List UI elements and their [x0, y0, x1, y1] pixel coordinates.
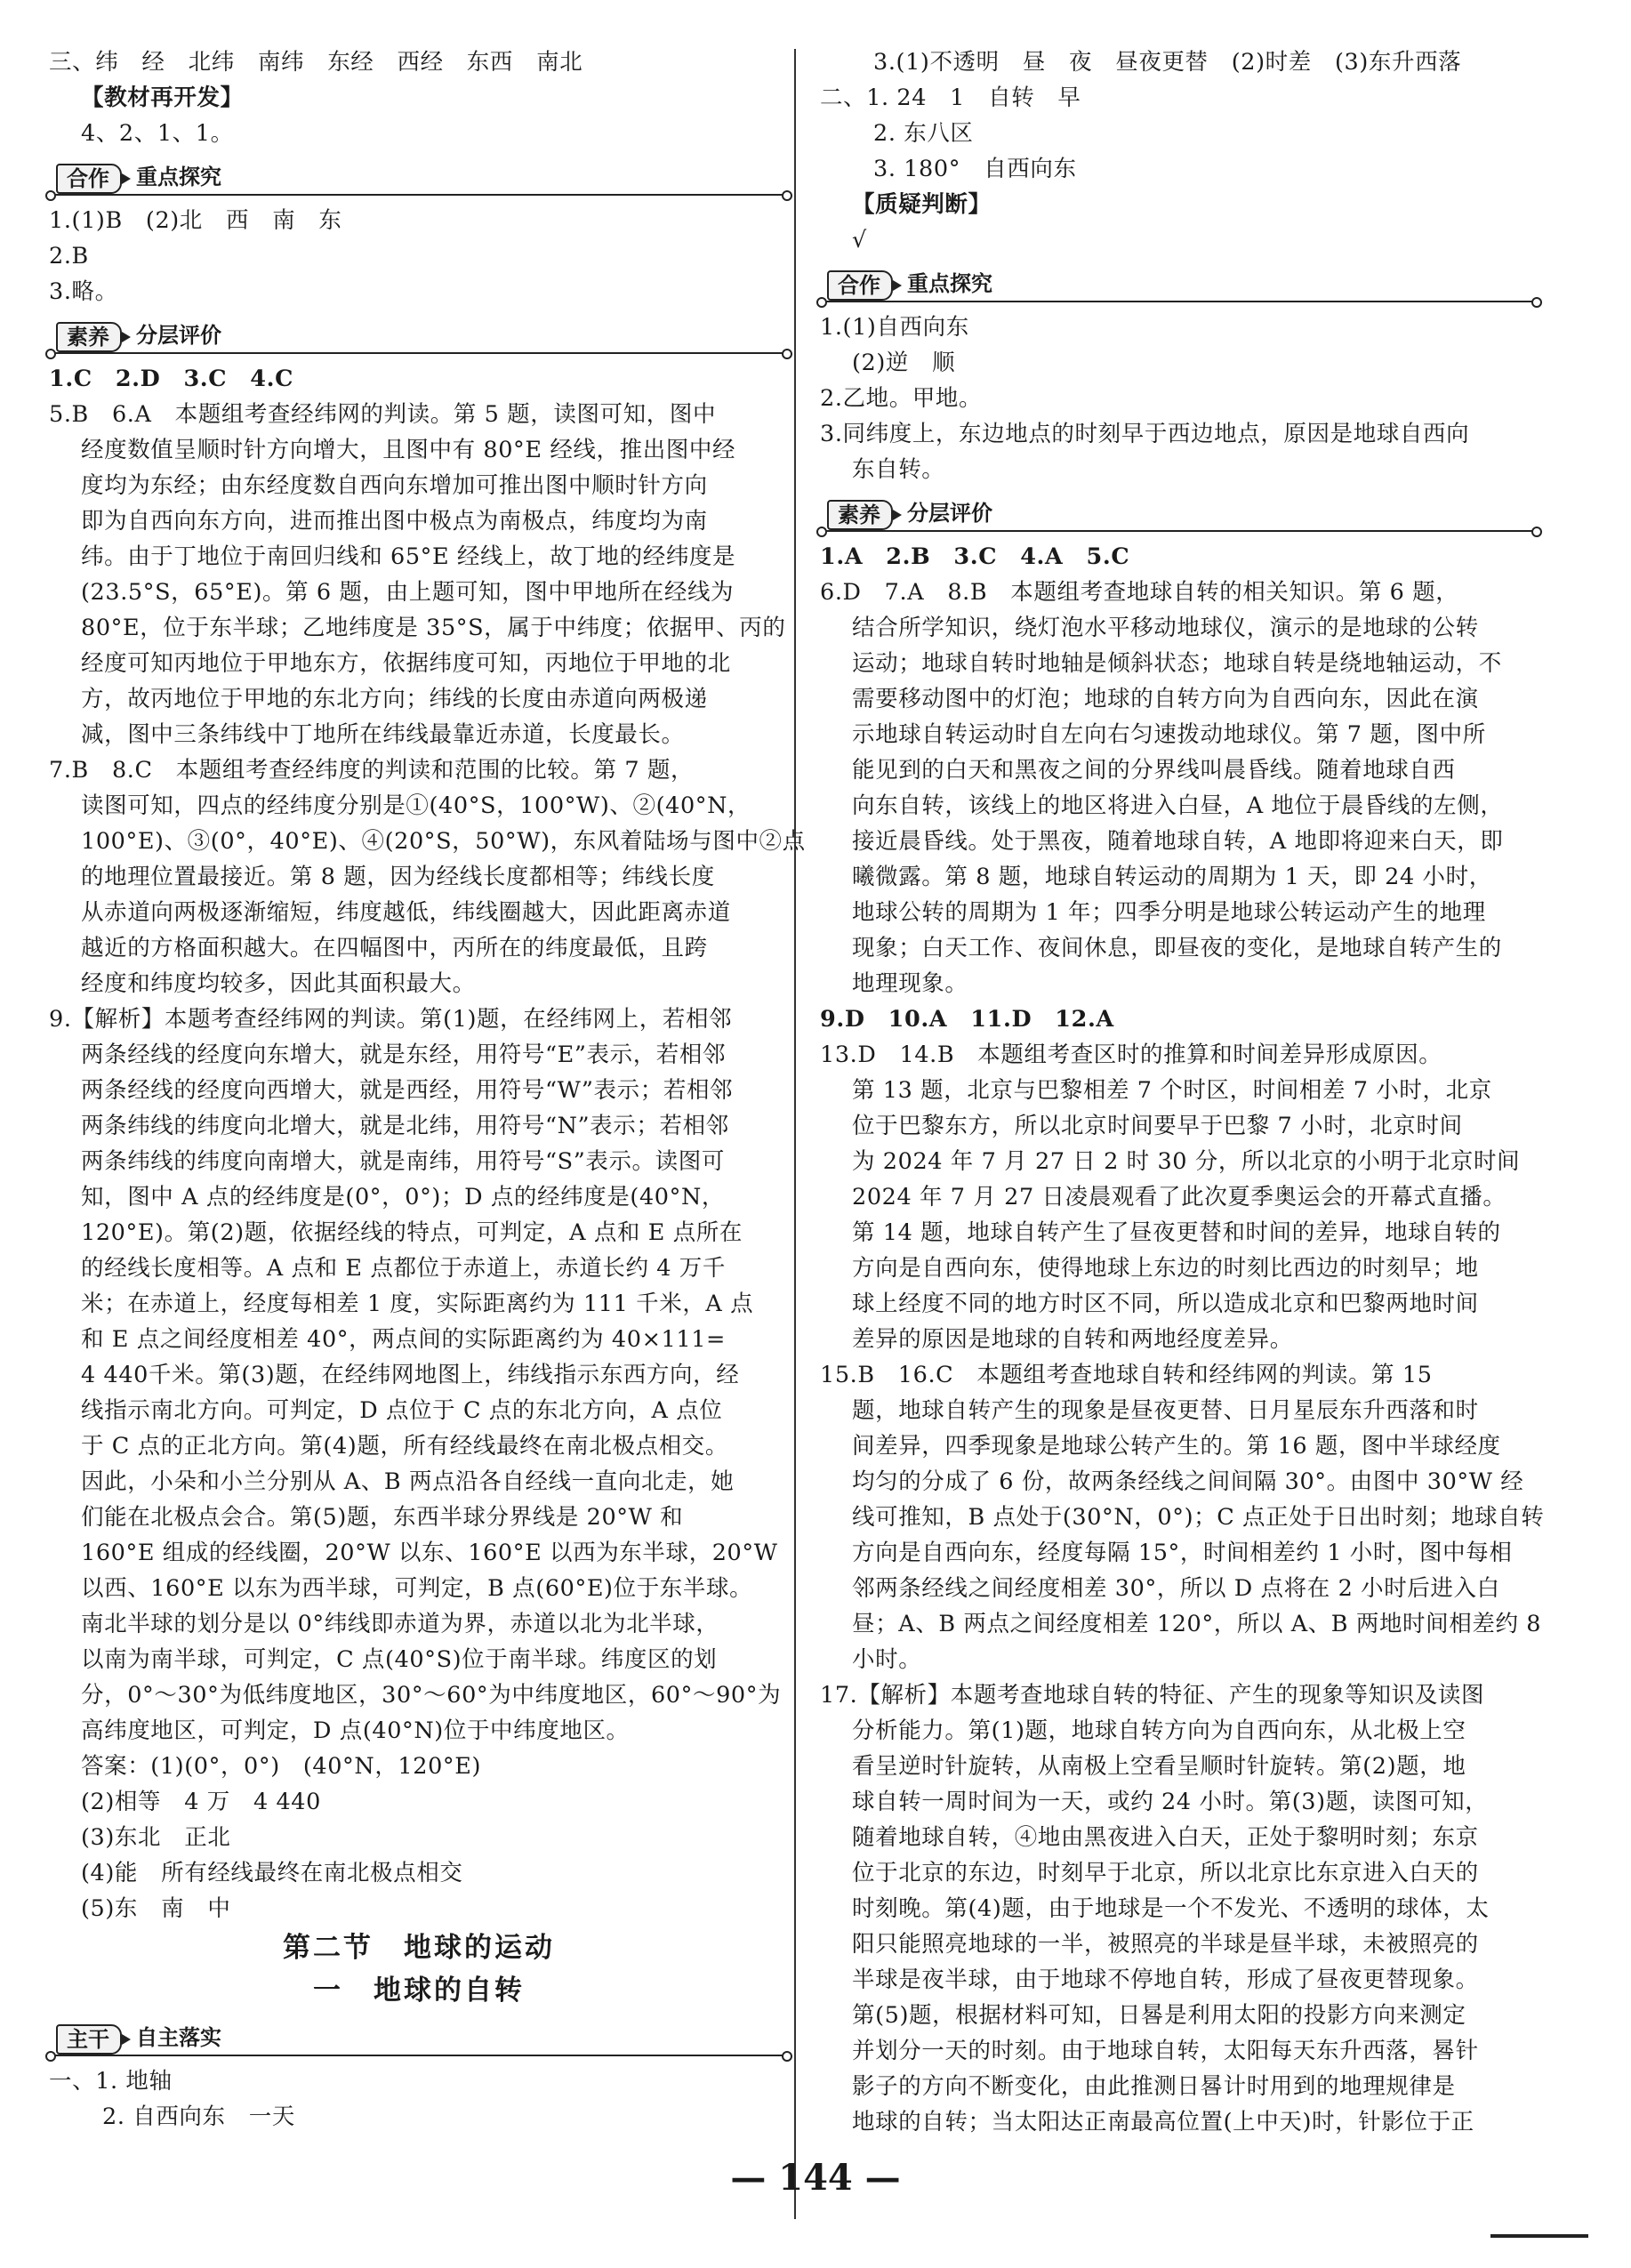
- answer-line: 160°E 组成的经线圈，20°W 以东、160°E 以西为东半球，20°W: [81, 1540, 778, 1566]
- answer-line: 7.B 8.C 本题组考查经纬度的判读和范围的比较。第 7 题，: [49, 757, 695, 784]
- subheading: 【教材再开发】: [81, 84, 244, 111]
- answer-line: 于 C 点的正北方向。第(4)题，所有经线最终在南北极点相交。: [81, 1433, 728, 1460]
- answer-line: 地理现象。: [852, 970, 968, 997]
- answer-line: 随着地球自转，④地由黑夜进入白天，正处于黎明时刻；东京: [852, 1824, 1479, 1851]
- answer-line: 小时。: [852, 1646, 922, 1673]
- right-column: [820, 44, 1545, 2140]
- answer-line: 答案：(1)(0°，0°) (40°N，120°E): [81, 1753, 482, 1780]
- answer-line: 经度数值呈顺时针方向增大，且图中有 80°E 经线，推出图中经: [81, 437, 736, 463]
- answer-line: 4、2、1、1。: [81, 120, 234, 147]
- answer-line: 现象；白天工作、夜间休息，即昼夜的变化，是地球自转产生的: [852, 935, 1502, 961]
- answer-line: 两条经线的经度向东增大，就是东经，用符号“E”表示，若相邻: [81, 1042, 727, 1068]
- answer-line: 3.略。: [49, 278, 118, 305]
- left-column: [49, 44, 806, 2135]
- answer-line: 示地球自转运动时自左向右匀速拨动地球仪。第 7 题，图中所: [852, 721, 1486, 748]
- answer-line: 分，0°～30°为低纬度地区，30°～60°为中纬度地区，60°～90°为: [81, 1682, 782, 1709]
- answer-line: 越近的方格面积越大。在四幅图中，丙所在的纬度最低，且跨: [81, 935, 708, 961]
- answer-line: 需要移动图中的灯泡；地球的自转方向为自西向东，因此在演: [852, 686, 1479, 712]
- answer-line: 线可推知，B 点处于(30°N，0°)；C 点正处于日出时刻；地球自转: [852, 1504, 1545, 1531]
- answer-line: 100°E)、③(0°，40°E)、④(20°S，50°W)，东风着陆场与图中②点: [81, 828, 806, 855]
- section-banner: [820, 496, 1539, 534]
- answer-line: 1.A 2.B 3.C 4.A 5.C: [820, 543, 1130, 570]
- answer-line: 方，故丙地位于甲地的东北方向；纬线的长度由赤道向两极递: [81, 686, 708, 712]
- answer-line: 知，图中 A 点的经纬度是(0°，0°)；D 点的经纬度是(40°N，: [81, 1184, 725, 1210]
- answer-line: 能见到的白天和黑夜之间的分界线叫晨昏线。随着地球自西: [852, 757, 1456, 784]
- answer-line: 高纬度地区，可判定，D 点(40°N)位于中纬度地区。: [81, 1717, 630, 1744]
- answer-line: 的地理位置最接近。第 8 题，因为经线长度都相等；纬线长度: [81, 864, 715, 890]
- answer-line: 球自转一周时间为一天，或约 24 小时。第(3)题，读图可知，: [852, 1789, 1489, 1815]
- answer-line: 3.同纬度上，东边地点的时刻早于西边地点，原因是地球自西向: [820, 421, 1470, 447]
- answer-line: 分析能力。第(1)题，地球自转方向为自西向东，从北极上空: [852, 1717, 1466, 1744]
- answer-line: 三、纬 经 北纬 南纬 东经 西经 东西 南北: [49, 49, 583, 76]
- answer-line: 间差异，四季现象是地球公转产生的。第 16 题，图中半球经度: [852, 1433, 1501, 1460]
- answer-line: 位于北京的东边，时刻早于北京，所以北京比东京进入白天的: [852, 1860, 1479, 1886]
- answer-line: 结合所学知识，绕灯泡水平移动地球仪，演示的是地球的公转: [852, 615, 1479, 641]
- banner-label: 自主落实: [136, 2025, 221, 2050]
- answer-line: 影子的方向不断变化，由此推测日晷计时用到的地理规律是: [852, 2073, 1456, 2100]
- answer-line: (3)东北 正北: [81, 1824, 231, 1851]
- answer-line: 接近晨昏线。处于黑夜，随着地球自转，A 地即将迎来白天，即: [852, 828, 1504, 855]
- answer-line: 一、1. 地轴: [49, 2068, 173, 2095]
- page-number: — 144 —: [730, 2157, 901, 2199]
- answer-line: 2.乙地。甲地。: [820, 385, 983, 412]
- answer-line: 第 14 题，地球自转产生了昼夜更替和时间的差异，地球自转的: [852, 1219, 1501, 1246]
- answer-line: 1.C 2.D 3.C 4.C: [49, 366, 293, 392]
- section-banner: [49, 318, 789, 356]
- section-banner: [49, 2021, 789, 2058]
- answer-line: √: [852, 227, 867, 253]
- answer-line: 第(5)题，根据材料可知，日晷是利用太阳的投影方向来测定: [852, 2002, 1466, 2029]
- answer-line: 地球的自转；当太阳达正南最高位置(上中天)时，针影位于正: [852, 2109, 1474, 2135]
- answer-line: 并划分一天的时刻。由于地球自转，太阳每天东升西落，晷针: [852, 2038, 1479, 2064]
- answer-line: 1.(1)自西向东: [820, 314, 969, 341]
- answer-line: 东自转。: [852, 456, 945, 483]
- answer-line: 从赤道向两极逐渐缩短，纬度越低，纬线圈越大，因此距离赤道: [81, 899, 731, 926]
- answer-line: 邻两条经线之间经度相差 30°，所以 D 点将在 2 小时后进入白: [852, 1575, 1500, 1602]
- answer-line: 昼；A、B 两点之间经度相差 120°，所以 A、B 两地时间相差约 8: [852, 1611, 1542, 1637]
- answer-line: 二、1. 24 1 自转 早: [820, 84, 1081, 111]
- answer-line: 半球是夜半球，由于地球不停地自转，形成了昼夜更替现象。: [852, 1966, 1479, 1993]
- answer-line: 2. 自西向东 一天: [102, 2103, 295, 2130]
- answer-line: 为 2024 年 7 月 27 日 2 时 30 分，所以北京的小明于北京时间: [852, 1148, 1521, 1175]
- answer-line: 南北半球的划分是以 0°纬线即赤道为界，赤道以北为北半球，: [81, 1611, 719, 1637]
- banner-tag: 主干: [56, 2024, 122, 2055]
- banner-label: 分层评价: [136, 323, 221, 348]
- answer-line: 们能在北极点会合。第(5)题，东西半球分界线是 20°W 和: [81, 1504, 684, 1531]
- banner-tag: 合作: [56, 164, 122, 194]
- answer-line: 9.D 10.A 11.D 12.A: [820, 1006, 1114, 1033]
- answer-line: 运动；地球自转时地轴是倾斜状态；地球自转是绕地轴运动，不: [852, 650, 1502, 677]
- answer-line: 阳只能照亮地球的一半，被照亮的半球是昼半球，未被照亮的: [852, 1931, 1479, 1958]
- banner-rule: [49, 2055, 789, 2056]
- answer-line: 两条经线的经度向西增大，就是西经，用符号“W”表示；若相邻: [81, 1077, 734, 1104]
- answer-line: 17.【解析】本题考查地球自转的特征、产生的现象等知识及读图: [820, 1682, 1485, 1709]
- answer-line: 80°E，位于东半球；乙地纬度是 35°S，属于中纬度；依据甲、丙的: [81, 615, 786, 641]
- section-banner: [49, 160, 789, 197]
- answer-line: (4)能 所有经线最终在南北极点相交: [81, 1860, 463, 1886]
- answer-line: 3. 180° 自西向东: [873, 156, 1077, 182]
- banner-label: 分层评价: [907, 501, 992, 526]
- answer-line: 5.B 6.A 本题组考查经纬网的判读。第 5 题，读图可知，图中: [49, 401, 717, 428]
- answer-line: 球上经度不同的地方时区不同，所以造成北京和巴黎两地时间: [852, 1291, 1479, 1317]
- answer-line: 差异的原因是地球的自转和两地经度差异。: [852, 1326, 1293, 1353]
- answer-line: 两条纬线的纬度向南增大，就是南纬，用符号“S”表示。读图可: [81, 1148, 725, 1175]
- answer-line: 2024 年 7 月 27 日凌晨观看了此次夏季奥运会的开幕式直播。: [852, 1184, 1506, 1210]
- answer-line: 第 13 题，北京与巴黎相差 7 个时区，时间相差 7 小时，北京: [852, 1077, 1492, 1104]
- answer-line: (2)相等 4 万 4 440: [81, 1789, 321, 1815]
- banner-rule: [49, 194, 789, 196]
- subheading: 【质疑判断】: [852, 191, 992, 218]
- answer-line: 均匀的分成了 6 份，故两条经线之间间隔 30°。由图中 30°W 经: [852, 1468, 1524, 1495]
- banner-rule: [820, 530, 1539, 532]
- answer-line: (5)东 南 中: [81, 1895, 231, 1922]
- answer-line: 和 E 点之间经度相差 40°，两点间的实际距离约为 40×111=: [81, 1326, 726, 1353]
- answer-line: 题，地球自转产生的现象是昼夜更替、日月星辰东升西落和时: [852, 1397, 1479, 1424]
- answer-line: 120°E)。第(2)题，依据经线的特点，可判定，A 点和 E 点所在: [81, 1219, 743, 1246]
- answer-line: 9.【解析】本题考查经纬网的判读。第(1)题，在经纬网上，若相邻: [49, 1006, 733, 1033]
- answer-line: 2.B: [49, 243, 89, 269]
- answer-line: 6.D 7.A 8.B 本题组考查地球自转的相关知识。第 6 题，: [820, 579, 1459, 606]
- answer-line: 2. 东八区: [873, 120, 974, 147]
- section-subtitle: 一 地球的自转: [313, 1974, 525, 2007]
- answer-line: (23.5°S，65°E)。第 6 题，由上题可知，图中甲地所在经线为: [81, 579, 735, 606]
- answer-line: 的经线长度相等。A 点和 E 点都位于赤道上，赤道长约 4 万千: [81, 1255, 726, 1282]
- section-title: 第二节 地球的运动: [283, 1932, 555, 1964]
- answer-line: 看呈逆时针旋转，从南极上空看呈顺时针旋转。第(2)题，地: [852, 1753, 1466, 1780]
- answer-line: 纬。由于丁地位于南回归线和 65°E 经线上，故丁地的经纬度是: [81, 543, 736, 570]
- answer-line: 度均为东经；由东经度数自西向东增加可推出图中顺时针方向: [81, 472, 708, 499]
- answer-line: 地球公转的周期为 1 年；四季分明是地球公转运动产生的地理: [852, 899, 1486, 926]
- answer-line: 以西、160°E 以东为西半球，可判定，B 点(60°E)位于东半球。: [81, 1575, 753, 1602]
- banner-tag: 素养: [827, 500, 893, 530]
- section-banner: [820, 267, 1539, 304]
- answer-line: 因此，小朵和小兰分别从 A、B 两点沿各自经线一直向北走，她: [81, 1468, 735, 1495]
- answer-line: 两条纬线的纬度向北增大，就是北纬，用符号“N”表示；若相邻: [81, 1113, 729, 1139]
- answer-line: 曦微露。第 8 题，地球自转运动的周期为 1 天，即 24 小时，: [852, 864, 1492, 890]
- answer-line: 4 440千米。第(3)题，在经纬网地图上，纬线指示东西方向，经: [81, 1362, 740, 1388]
- answer-line: 位于巴黎东方，所以北京时间要早于巴黎 7 小时，北京时间: [852, 1113, 1463, 1139]
- answer-line: 线指示南北方向。可判定，D 点位于 C 点的东北方向，A 点位: [81, 1397, 723, 1424]
- answer-line: 1.(1)B (2)北 西 南 东: [49, 207, 342, 234]
- answer-line: 方向是自西向东，经度每隔 15°，时间相差约 1 小时，图中每相: [852, 1540, 1513, 1566]
- answer-line: 15.B 16.C 本题组考查地球自转和经纬网的判读。第 15: [820, 1362, 1433, 1388]
- answer-line: 以南为南半球，可判定，C 点(40°S)位于南半球。纬度区的划: [81, 1646, 718, 1673]
- answer-line: 向东自转，该线上的地区将进入白昼，A 地位于晨昏线的左侧，: [852, 792, 1504, 819]
- banner-label: 重点探究: [136, 165, 221, 189]
- answer-line: 3.(1)不透明 昼 夜 昼夜更替 (2)时差 (3)东升西落: [873, 49, 1462, 76]
- banner-rule: [820, 301, 1539, 302]
- answer-line: 读图可知，四点的经纬度分别是①(40°S，100°W)、②(40°N，: [81, 792, 751, 819]
- answer-line: 方向是自西向东，使得地球上东边的时刻比西边的时刻早；地: [852, 1255, 1479, 1282]
- answer-line: 时刻晚。第(4)题，由于地球是一个不发光、不透明的球体，太: [852, 1895, 1490, 1922]
- column-divider: [794, 49, 796, 2219]
- corner-rule: [1490, 2234, 1588, 2238]
- answer-line: 经度可知丙地位于甲地东方，依据纬度可知，丙地位于甲地的北: [81, 650, 731, 677]
- answer-line: 米；在赤道上，经度每相差 1 度，实际距离约为 111 千米，A 点: [81, 1291, 754, 1317]
- answer-line: 即为自西向东方向，进而推出图中极点为南极点，纬度均为南: [81, 508, 708, 535]
- banner-tag: 素养: [56, 322, 122, 352]
- answer-line: 13.D 14.B 本题组考查区时的推算和时间差异形成原因。: [820, 1042, 1442, 1068]
- banner-tag: 合作: [827, 270, 893, 301]
- banner-rule: [49, 352, 789, 354]
- answer-line: 经度和纬度均较多，因此其面积最大。: [81, 970, 476, 997]
- answer-line: 减，图中三条纬线中丁地所在纬线最靠近赤道，长度最长。: [81, 721, 685, 748]
- banner-label: 重点探究: [907, 271, 992, 296]
- answer-line: (2)逆 顺: [852, 350, 956, 376]
